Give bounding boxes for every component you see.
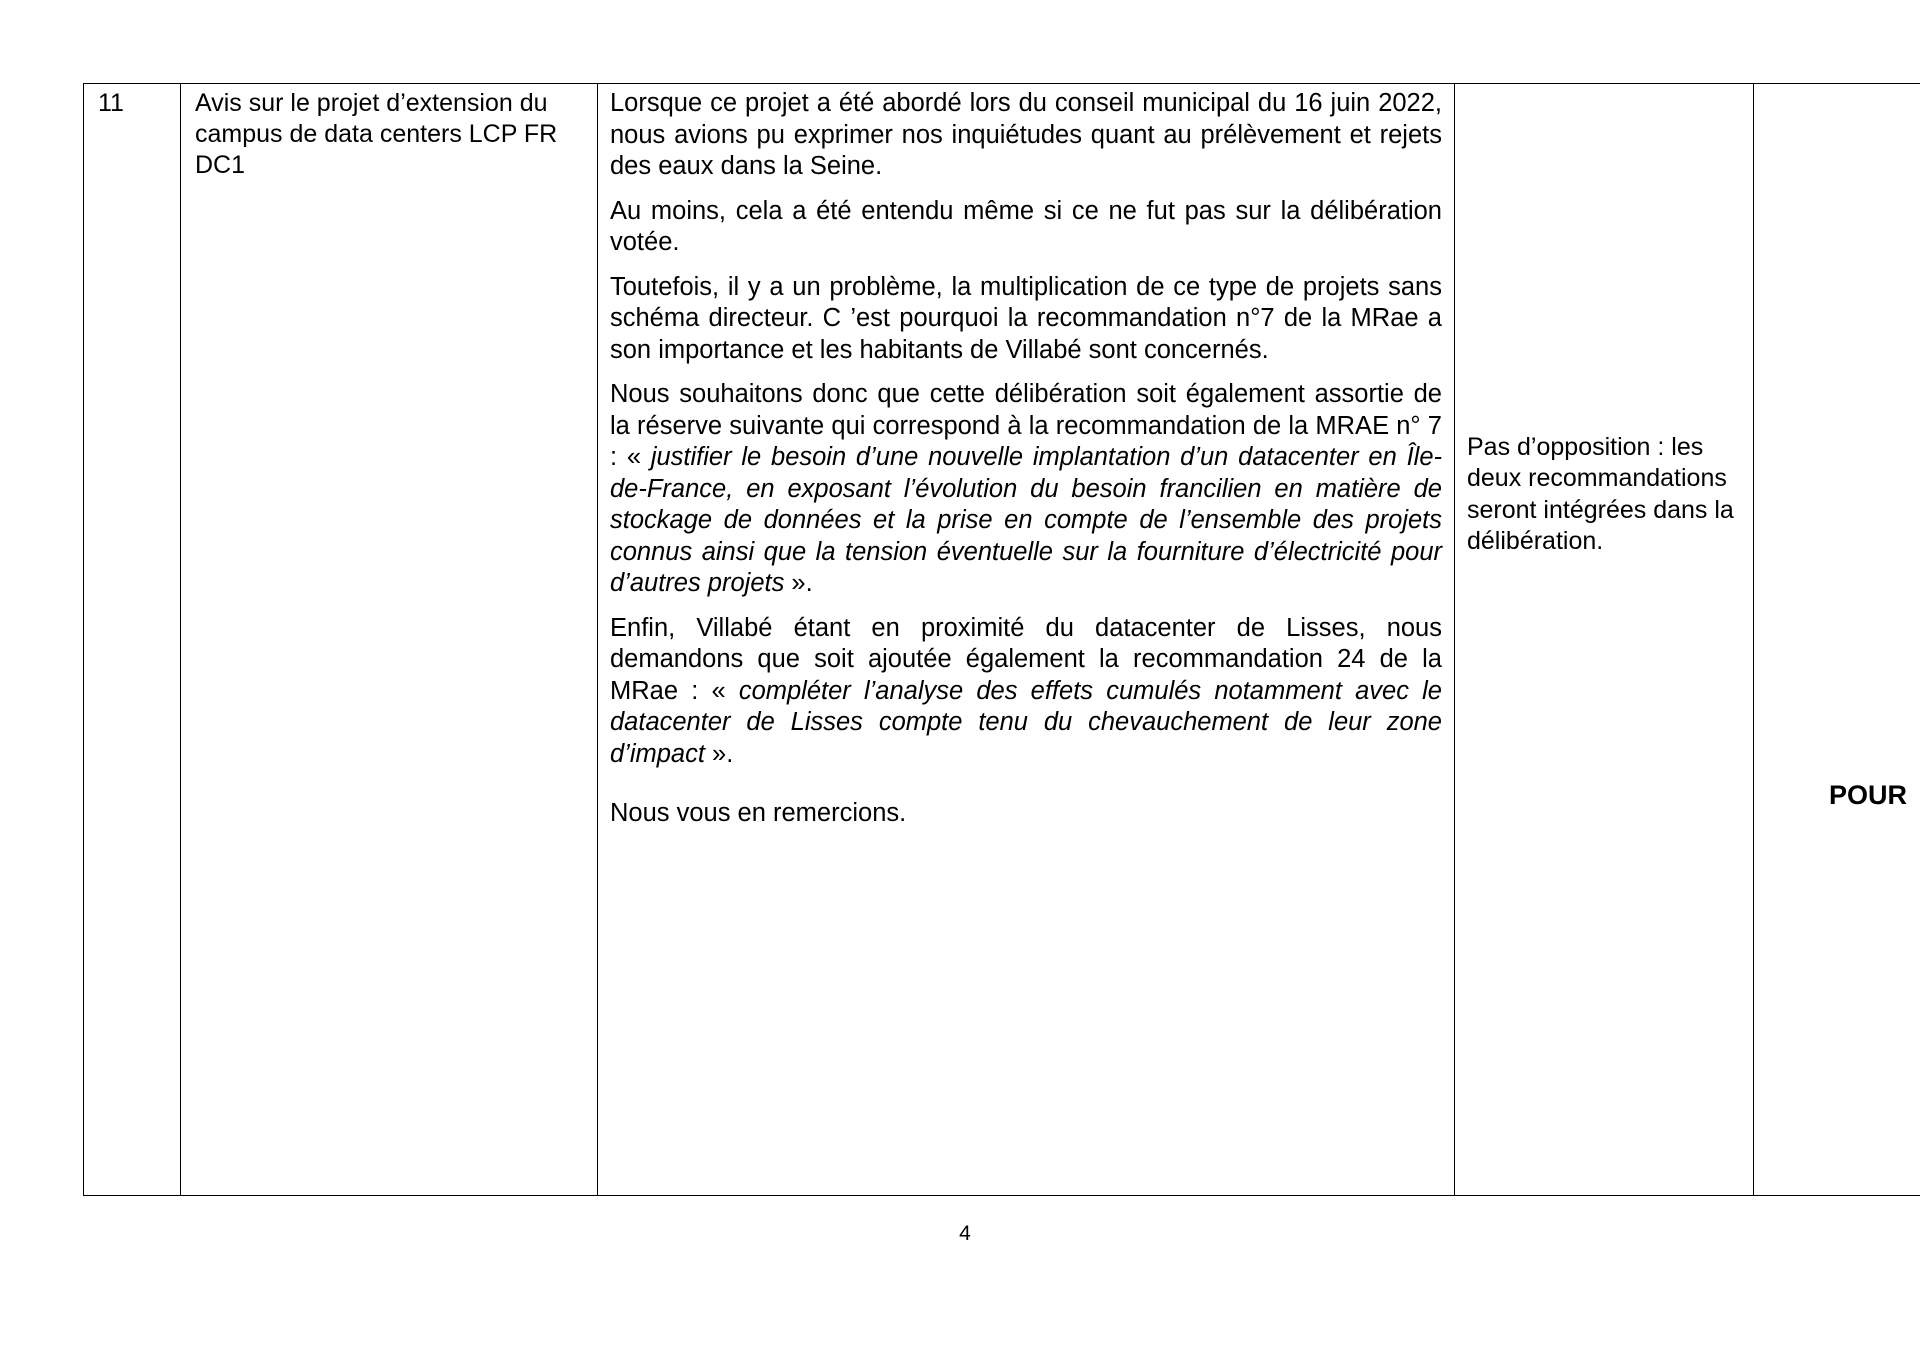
closing-paragraph: Nous vous en remercions. xyxy=(610,799,907,827)
quote-intro: Enfin, Villabé étant en proximité du datacenter de Lisses, nous demandons que soit ajoutée également la recommandation 24 de la MRae : « xyxy=(610,613,1442,705)
vote-result: POUR xyxy=(1828,780,1907,810)
subject-cell xyxy=(181,84,598,1196)
intervention-text-cell xyxy=(598,84,1455,1196)
item-subject: Avis sur le projet d’extension du campus de data centers LCP FR DC1 xyxy=(195,89,558,179)
quote-end: ». xyxy=(704,739,734,768)
vote-cell xyxy=(1754,84,1920,1196)
response-cell xyxy=(1455,84,1754,1196)
deliberation-table xyxy=(83,83,1920,1196)
quote-end: ». xyxy=(784,569,813,597)
page-number: 4 xyxy=(959,1222,971,1245)
response-text: Pas d’opposition : les deux recommandations seront intégrées dans la délibération. xyxy=(1467,432,1734,555)
paragraph-with-quote xyxy=(610,613,1442,771)
paragraph: Toutefois, il y a un problème, la multiplication de ce type de projets sans schéma directeur. C ’est pourquoi la recommandation n°7 de la MRae a son importance et les habitants de Villabé sont concernés. xyxy=(610,272,1442,364)
item-number-cell xyxy=(84,84,181,1196)
paragraph: Au moins, cela a été entendu même si ce ne fut pas sur la délibération votée. xyxy=(610,196,1442,256)
table-row xyxy=(84,84,1920,1196)
item-number: 11 xyxy=(98,89,124,117)
quote-text: compléter l’analyse des effets cumulés notamment avec le datacenter de Lisses compte tenu du chevauchement de leur zone d’impact xyxy=(610,676,1442,768)
paragraph: Lorsque ce projet a été abordé lors du conseil municipal du 16 juin 2022, nous avions pu exprimer nos inquiétudes quant au prélèvement et rejets des eaux dans la Seine. xyxy=(610,89,1442,180)
quote-intro: Nous souhaitons donc que cette délibération soit également assortie de la réserve suivante qui correspond à la recommandation de la MRAE n° 7 : « xyxy=(610,380,1442,471)
quote-text: justifier le besoin d’une nouvelle implantation d’un datacenter en Île-de-France, en exposant l’évolution du besoin francilien en matière de stockage de données et la prise en compte de l’ensemble des projets connus ainsi que la tension éventuelle sur la fourniture d’électricité pour d’autres projets xyxy=(610,443,1442,597)
paragraph-with-quote xyxy=(610,379,1442,600)
